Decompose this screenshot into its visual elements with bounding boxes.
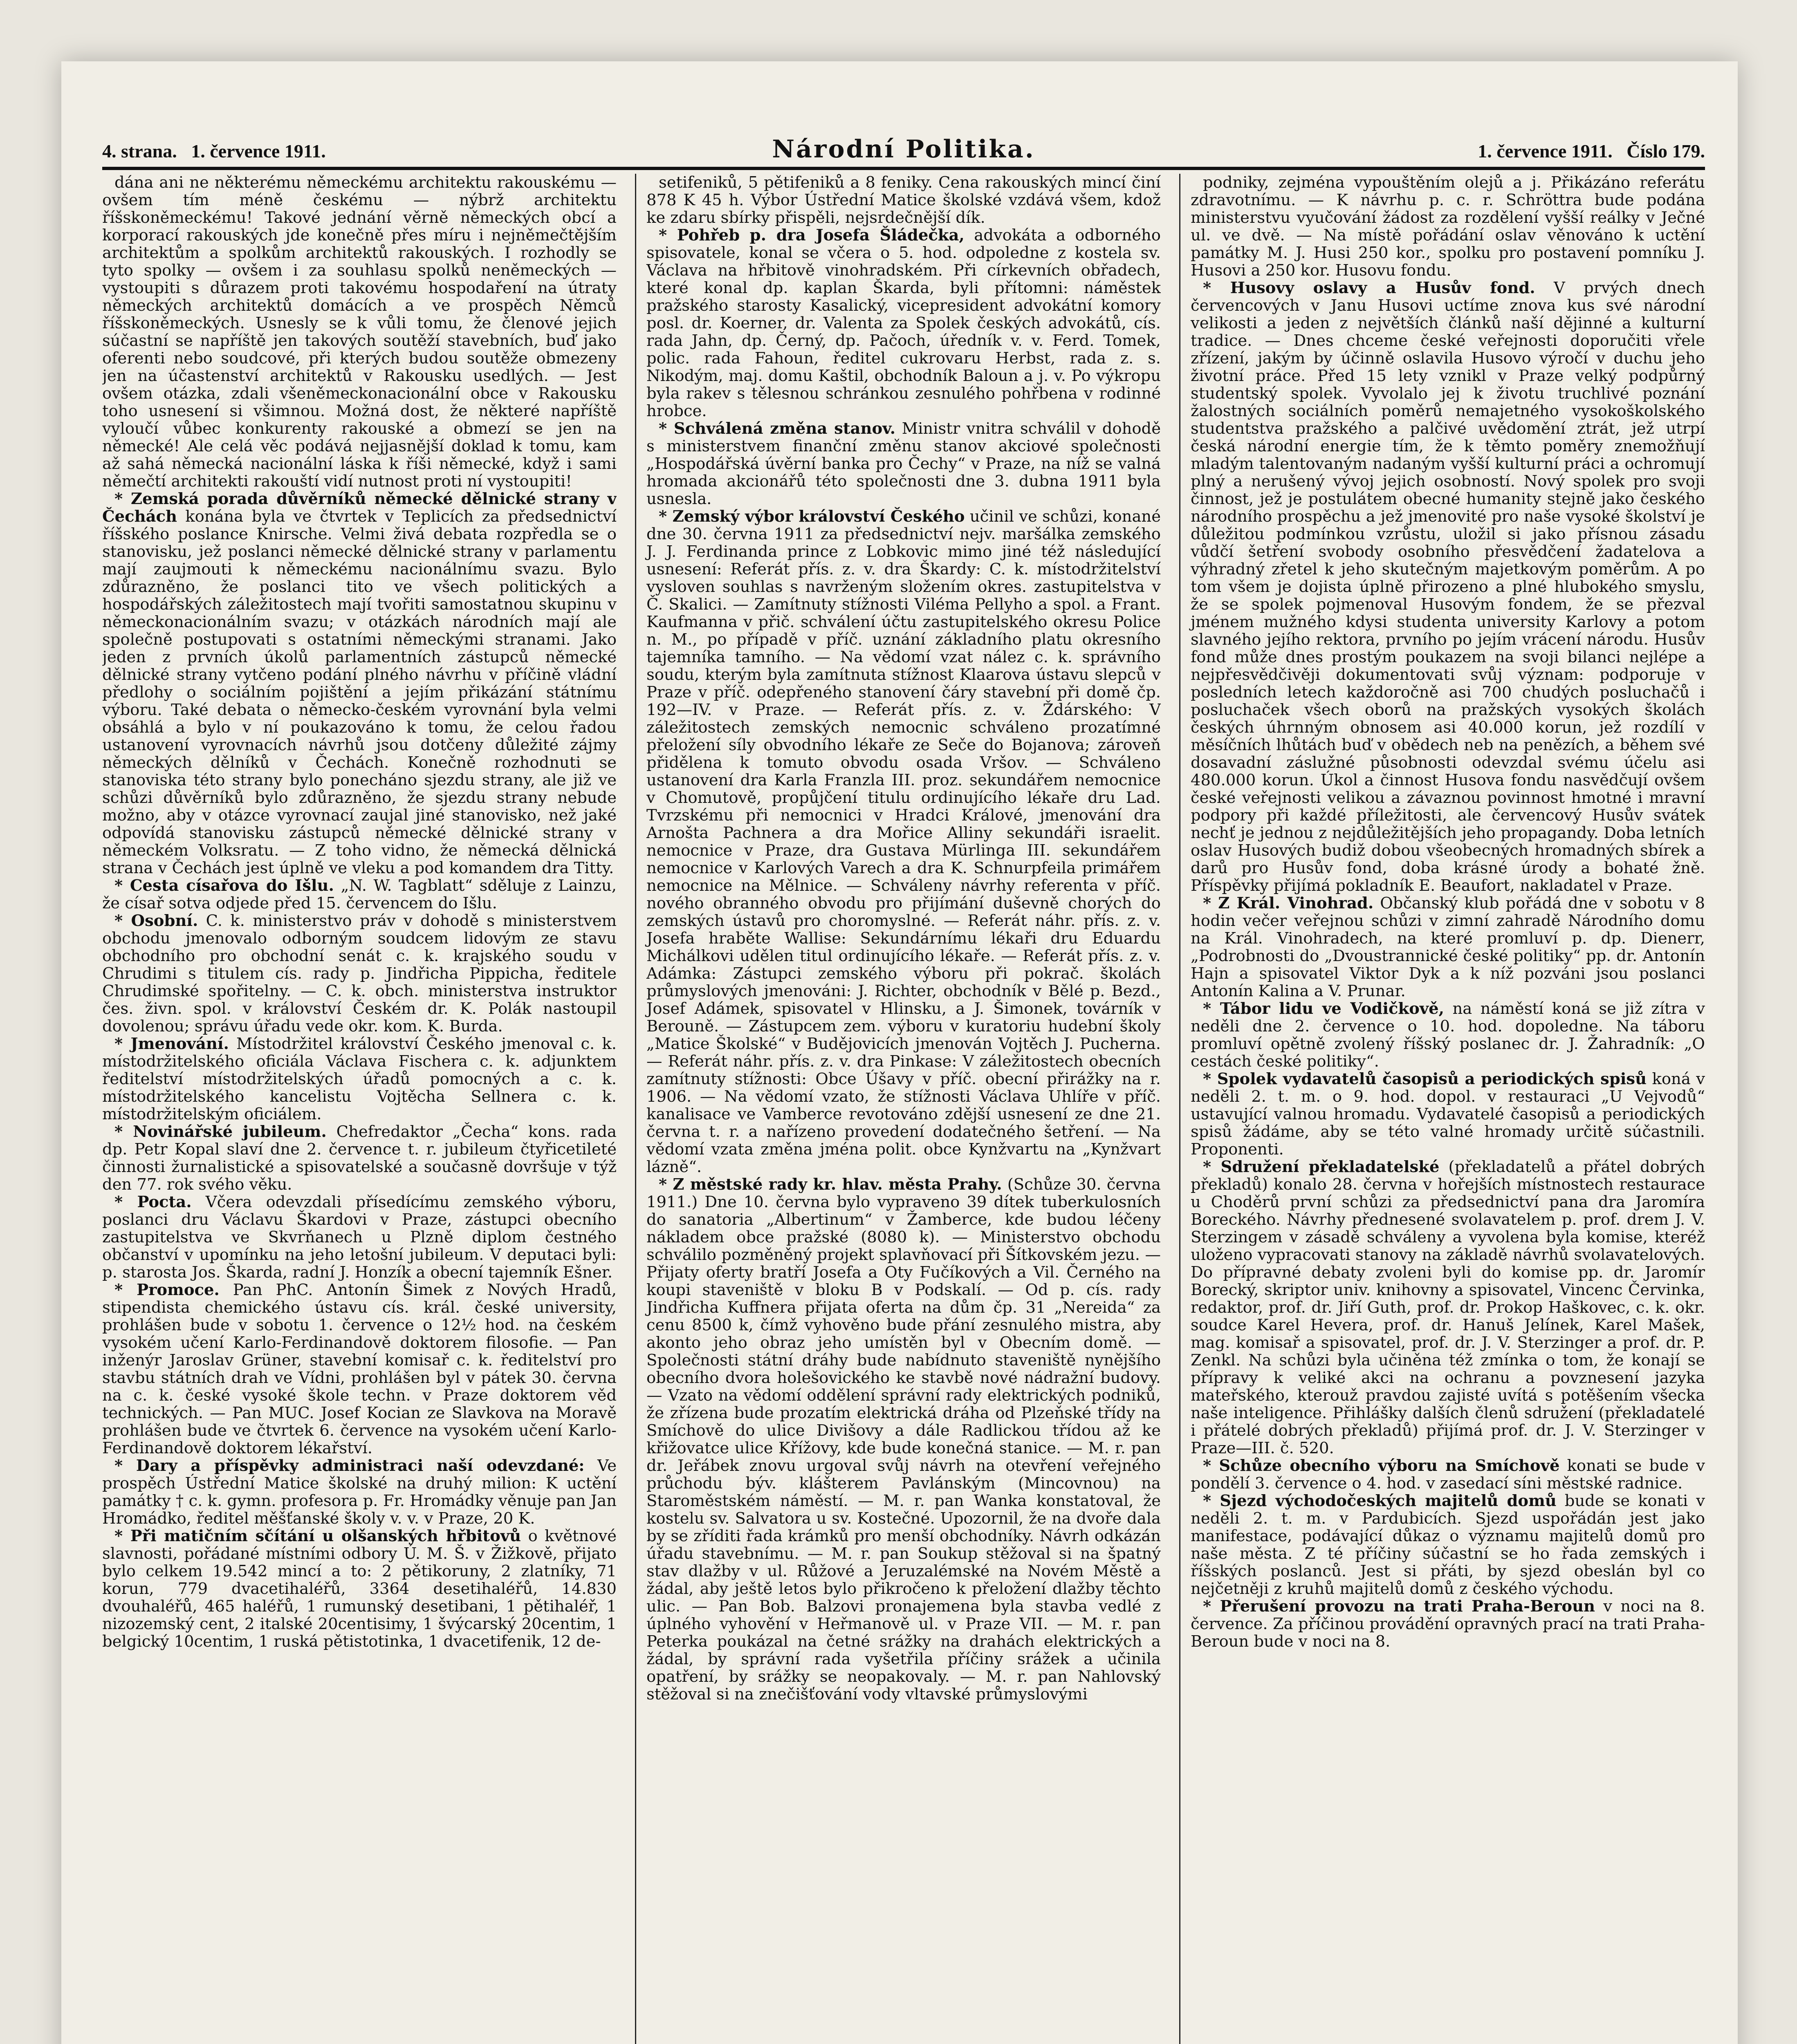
paragraph-lead: * Schválená změna stanov. — [659, 419, 896, 438]
page-number: 4. strana. — [102, 141, 177, 161]
paragraph-text: Ve prospěch Ústřední Matice školské na druhý milion: K uctění památky † c. k. gymn. profesora p. Fr. Hromádky věnuje pan Jan Hromádko, ředitel měšťanské školy v. v. v Praze, 20 K. — [102, 1457, 617, 1528]
article-paragraph — [646, 420, 1161, 508]
paragraph-text: Pan PhC. Antonín Šimek z Nových Hradů, stipendista chemického ústavu cís. král. české university, prohlášen bude v sobotu 1. července o 12½ hod. na českém vysokém učení Karlo-Ferdinandově doktorem filosofie. — Pan inženýr Jaroslav Grüner, stavební komisař c. k. ředitelství pro stavbu státních drah ve Vídni, prohlášen byl v pátek 30. června na c. k. české vysoké škole techn. v Praze doktorem věd technických. — Pan MUC. Josef Kocian ze Slavkova na Moravě prohlášen bude ve čtvrtek 6. července na vysokém učení Karlo-Ferdinandově doktorem lékařství. — [102, 1281, 617, 1457]
paragraph-text: (Schůze 30. června 1911.) Dne 10. června bylo vypraveno 39 dítek tuberkulosních do sanatoria „Albertinum“ v Žamberce, kde budou léčeny nákladem obce pražské (8080 k). — Ministerstvo obchodu schválilo pozměněný projekt splavňovací při Šítkovském jezu. — Přijaty oferty bratří Josefa a Oty Fučíkových a Vil. Černého na koupi staveniště v bloku B v Podskalí. — Od p. cís. rady Jindřicha Kuffnera přijata oferta na dům čp. 31 „Nereida“ za cenu 8500 k, čímž vyhověno bude přání zesnulého mistra, aby akonto jeho obraz jeho umístěn byl v Obecním domě. — Společnosti státní dráhy bude nabídnuto staveniště nynějšího obecního dvora holešovického ke stavbě nové nádražní budovy. — Vzato na vědomí oddělení správní rady elektrických podniků, že zřízena bude prozatím elektrická dráha od Plzeňské třídy na Smíchově do ulice Divišovy a dále Radlickou třídou až ke křižovatce ulice Křížovy, kde bude konečná stanice. — M. r. pan dr. Jeřábek znovu urgoval svůj návrh na otevření veřejného průchodu býv. klášterem Pavlánským (Mincovnou) na Staroměstském náměstí. — M. r. pan Wanka konstatoval, že kostelu sv. Salvatora u sv. Kostečné. Upozornil, že na dvoře dala by se zříditi řada krámků pro menší obchodníky. Návrh odkázán úřadu stavebnímu. — M. r. pan Soukup stěžoval si na špatný stav dlažby v ul. Růžové a Jeruzalémské na Novém Městě a žádal, aby ještě letos bylo přikročeno k přeložení dlažby těchto ulic. — Pan Bob. Balzovi pronajemena byla stavba vedlé z úplného vyhovění v Heřmanově ul. v Praze VII. — M. r. pan Peterka poukázal na četné srážky na drahách elektrických a žádal, by správní rada vyšetřila příčiny srážek a učinila opatření, by srážky se neopakovaly. — M. r. pan Nahlovský stěžoval si na znečišťování vody vltavské průmyslovými — [646, 1175, 1161, 1703]
paragraph-lead: * Zemská porada důvěrníků německé dělnické strany v Čechách — [102, 490, 617, 526]
article-paragraph — [646, 508, 1161, 1176]
issue-number: Číslo 179. — [1626, 141, 1705, 161]
article-paragraph — [102, 490, 617, 877]
column-2 — [635, 174, 1161, 2044]
paragraph-text: (překladatelů a přátel dobrých překladů) konalo 28. června v hořejších místnostech restaurace u Choděrů první schůzi za předsednictví pana dra Jaromíra Boreckého. Návrhy přednesené svolavatelem p. prof. drem J. V. Sterzingem v zásadě schváleny a vyvolena byla komise, kteréž uloženo vypracovati stanovy na základě návrhů svolavatelových. Do přípravné debaty zvoleni byli do komise pp. dr. Jaromír Borecký, skriptor univ. knihovny a spisovatel, Vincenc Červinka, redaktor, prof. dr. Jiří Guth, prof. dr. Prokop Haškovec, c. k. okr. soudce Karel Hevera, prof. dr. Hanuš Jelínek, Karel Mašek, mag. komisař a spisovatel, prof. dr. J. V. Sterzinger a prof. dr. P. Zenkl. Na schůzi byla učiněna též zmínka o tom, že konají se přípravy k veliké akci na ochranu a povznesení jazyka mateřského, kterouž pravdou zajisté uvítá s potěšením všecka naše inteligence. Přihlášky dalších členů sdružení (překladatelé i přátelé dobrých překladů) přijímá prof. dr. J. V. Sterzinger v Praze—III. č. 520. — [1191, 1158, 1705, 1457]
article-paragraph — [102, 1123, 617, 1193]
paragraph-text: C. k. ministerstvo práv v dohodě s ministerstvem obchodu jmenovalo odborným soudcem lidovým ze stavu obchodního pro obchodní senát c. k. krajského soudu v Chrudimi s titulem cís. rady p. Jindřicha Pippicha, ředitele Chrudimské spořitelny. — C. k. obch. ministerstva instruktor čes. živn. spol. v království Českém dr. K. Polák nastoupil dovolenou; správu úřadu vede okr. kom. K. Burda. — [102, 912, 617, 1035]
page-header — [102, 135, 1705, 168]
paragraph-text: podniky, zejména vypouštěním olejů a j. Přikázáno referátu zdravotnímu. — K návrhu p. c. r. Schröttra bude podána ministerstvu vyučování žádost za rozdělení vyšší reálky v Ječné ul. ve dvě. — Na místě pořádání oslav věnováno k uctění památky M. J. Husi 250 kor., spolku pro postavení pomníku J. Husovi a 250 kor. Husovu fondu. — [1191, 174, 1705, 280]
paragraph-lead: * Cesta císařova do Išlu. — [114, 876, 334, 895]
paragraph-lead: * Spolek vydavatelů časopisů a periodických spisů — [1203, 1070, 1647, 1088]
article-paragraph — [102, 1457, 617, 1527]
paragraph-text: advokáta a odborného spisovatele, konal se včera o 5. hod. odpoledne z kostela sv. Václava na hřbitově vinohradském. Při církevních obřadech, které konal dp. kaplan Škarda, byli přítomni: náměstek pražského starosty Kasalický, vicepresident advokátní komory posl. dr. Koerner, dr. Valenta za Spolek českých advokátů, cís. rada Jahn, dp. Černý, dp. Pačoch, úředník v. v. Ferd. Tomek, polic. rada Fahoun, ředitel cukrovaru Herbst, rada z. s. Nikodým, maj. domu Kaštil, obchodník Baloun a j. v. Po výkropu byla rakev s tělesnou schránkou zesnulého pohřbena v rodinné hrobce. — [646, 226, 1161, 420]
article-paragraph — [646, 226, 1161, 420]
article-columns — [102, 174, 1705, 2044]
paragraph-lead: * Schůze obecního výboru na Smíchově — [1203, 1457, 1560, 1475]
article-paragraph — [1191, 1070, 1705, 1158]
paragraph-lead: * Při matičním sčítání u olšanských hřbitovů — [114, 1527, 521, 1545]
paragraph-lead: * Pocta. — [114, 1193, 192, 1211]
paragraph-lead: * Z městské rady kr. hlav. města Prahy. — [659, 1175, 1002, 1194]
header-date-right: 1. července 1911. — [1478, 141, 1613, 161]
paragraph-lead: * Novinářské jubileum. — [114, 1123, 327, 1141]
paragraph-text: Občanský klub pořádá dne v sobotu v 8 hodin večer veřejnou schůzi v zimní zahradě Národního domu na Král. Vinohradech, na které promluví p. dp. Dienerr, „Podrobnosti do „Dvoustrannické české politiky“ pp. dr. Antonín Hajn a spisovatel Viktor Dyk a k níž pozváni jsou poslanci Antonín Kalina a V. Prunar. — [1191, 894, 1705, 1000]
paragraph-text: o květnové slavnosti, pořádané místními odbory Ú. M. Š. v Žižkově, přijato bylo celkem 19.542 mincí a to: 2 pětikoruny, 2 zlatníky, 71 korun, 779 dvacetihaléřů, 3364 desetihaléřů, 14.830 dvouhaléřů, 465 haléřů, 1 rumunský desetibani, 1 pětihaléř, 1 nizozemský cent, 2 italské 20centisimy, 1 švýcarský 20centim, 1 belgický 10centim, 1 ruská pětistotinka, 1 dvacetifenik, 12 de- — [102, 1527, 617, 1651]
paragraph-text: Ministr vnitra schválil v dohodě s ministerstvem finanční změnu stanov akciové společnosti „Hospodářská úvěrní banka pro Čechy“ v Praze, na níž se valná hromada akcionářů této společnosti dne 3. dubna 1911 byla usnesla. — [646, 419, 1161, 508]
paragraph-lead: * Zemský výbor království Českého — [659, 507, 965, 526]
paragraph-text: V prvých dnech červencových v Janu Husovi uctíme znova kus své národní velikosti a jeden z největších článků naší dějinné a kulturní tradice. — Dnes chceme české veřejnosti doporučiti vřele zřízení, jakým by účinně oslavila Husovo výročí v duchu jeho životní práce. Před 15 lety vznikl v Praze velký podpůrný studentský spolek. Vyvolalo jej k životu truchlivé poznání žalostných sociálních poměrů nemajetného vysokoškolského studentstva pražského a palčivé uvědomění ztrát, jež utrpí česká národní energie tím, že k těmto poměry znemožňují mladým talentovaným nadaným vyšší kulturní práci a ochromují plný a nerušený vývoj jejich osobností. Nový spolek pro svoji činnost, jež je postulátem obecné humanity stejně jako českého národního prospěchu a jež jmenovité pro naše vysoké školství je důležitou podmínkou vzrůstu, uložil si jako přísnou zásadu vůdčí šetření svobody osobního přesvědčení žadatelova a výhradný zřetel k jeho skutečným majetkovým poměrům. A po tom všem je dojista úplně přirozeno a plné hlubokého smyslu, že se spolek pojmenoval Husovým fondem, že se přezval jménem mužného kdysi studenta university Karlovy a potom slavného jejího rektora, prvního po jejím vrácení národu. Husův fond může dnes prostým poukazem na svoji bilanci nejlépe a nejpřesvědčivěji dokumentovati svůj význam: podporuje v posledních letech každoročně asi 700 chudých posluchačů i posluchaček všech oborů na pražských vysokých školách českých úhrnným obnosem asi 40.000 korun, jež rozdílí v měsíčních lhůtách buď v obědech neb na penězích, a během své dosavadní záslužné působnosti odevzdal svému účelu asi 480.000 korun. Úkol a činnost Husova fondu nasvědčují ovšem české veřejnosti velikou a závaznou povinnost hmotné i mravní podpory při každé příležitosti, ale červencový Husův svátek nechť je jednou z nejdůležitějších jeho propagandy. Doba letních oslav Husových budiž dobou všeobecných hromadných sbírek a darů pro Husův fond, doba krásné úrody a bohaté žně. Příspěvky přijímá pokladník E. Beaufort, nakladatel v Praze. — [1191, 279, 1705, 895]
article-paragraph — [1191, 1598, 1705, 1650]
paragraph-text: v noci na 8. července. Za příčinou provádění opravných prací na trati Praha-Beroun bude v noci na 8. — [1191, 1597, 1705, 1651]
column-1 — [102, 174, 617, 2044]
article-paragraph — [1191, 1158, 1705, 1457]
paragraph-lead: * Sjezd východočeských majitelů domů — [1203, 1492, 1557, 1510]
paragraph-text: učinil ve schůzi, konané dne 30. června 1911 za předsednictví nejv. maršálka zemského J. J. Ferdinanda prince z Lobkovic mimo jiné též následující usnesení: Referát přís. z. v. dra Škardy: C. k. místodržitelství vysloven souhlas s navrženým složením okres. zastupitelstva v Č. Skalici. — Zamítnuty stížnosti Viléma Pellyho a spol. a Frant. Kaufmanna v přič. schválení účtu zastupitelského okresu Police n. M., po případě v příč. uznání základního platu okresního tajemníka tamního. — Na vědomí vzat nález c. k. správního soudu, kterým byla zamítnuta stížnost Klaarova ústavu slepců v Praze v příč. odepřeného stanovení čáry stavební při domě čp. 192—IV. v Praze. — Referát přís. z. v. Ždárského: V záležitostech zemských nemocnic schváleno prozatímné přeložení síly obvodního lékaře ze Seče do Bojanova; zároveň přidělena k tomuto obvodu osada Vršov. — Schváleno ustanovení dra Karla Franzla III. proz. sekundářem nemocnice v Chomutově, propůjčení titulu ordinujícího lékaře dru Lad. Tvrzskému při nemocnici v Hradci Králové, jmenování dra Arnošta Pachnera a dra Mořice Alliny sekundáři israelit. nemocnice v Praze, dra Gustava Mürlinga III. sekundářem nemocnice v Karlových Varech a dra K. Schnurpfeila primářem nemocnice na Mělnice. — Schváleny návrhy referenta v příč. nového obranného obvodu pro přijímání duševně chorých do zemských ústavů pro choromyslné. — Referát náhr. přís. z. v. Josefa hraběte Wallise: Sekundárnímu lékaři dru Eduardu Michálkovi udělen titul ordinujícího lékaře. — Referát přís. z. v. Adámka: Zástupci zemského výboru při pokrač. školách průmyslových jmenováni: J. Richter, obchodník v Bělé p. Bezd., Josef Adámek, spisovatel v Hlinsku, a J. Šimonek, továrník v Berouně. — Zástupcem zem. výboru v kuratoriu hudební školy „Matice Školské“ v Budějovicích jmenován Vojtěch J. Pucherna. — Referát náhr. přís. z. v. dra Pinkase: V záležitostech obecních zamítnuty stížnosti: Obce Úšavy v příč. obecní přirážky na r. 1906. — Na vědomí vzato, že stížnosti Václava Uhlíře v příč. kanalisace ve Vamberce revotováno zdější usnesení ze dne 21. června t. r. a nařízeno provedení dodatečného šetření. — Na vědomí vzata změna jména polit. obce Kynžvartu na „Kynžvart lázně“. — [646, 507, 1161, 1176]
article-paragraph — [102, 877, 617, 912]
paragraph-lead: * Osobní. — [114, 912, 198, 930]
article-paragraph — [1191, 1492, 1705, 1598]
paragraph-text: bude se konati v neděli 2. t. m. v Pardubicích. Sjezd uspořádán jest jako manifestace, podávající důkaz o významu majitelů domů pro naše města. Z té příčiny súčastní se ho řada zemských i říšských poslanců. Jest si přáti, by sjezd obeslán byl co nejčetněji z kruhů majitelů domů z českého východu. — [1191, 1492, 1705, 1598]
paragraph-lead: * Sdružení překladatelské — [1203, 1158, 1440, 1176]
paragraph-lead: * Z Král. Vinohrad. — [1203, 894, 1374, 912]
paragraph-text: dána ani ne některému německému architektu rakouskému — ovšem tím méně českému — nýbrž architektu říšskoněmeckému! Takové jednání věrně německých obcí a korporací rakouských jde konečně přes míru i nejněmečtějším architektům a spolkům architektů rakouských. I rozhodly se tyto spolky — ovšem i za souhlasu spolků neněmeckých — vystoupiti s důrazem proti takovému hospodaření na útraty německých architektů domácích a ve prospěch Němců říšskoněmeckých. Usnesly se k vůli tomu, že členové jejich súčastní se napříště jen takových soutěží stavebních, buď jako oferenti nebo soudcové, při kterých budou soutěže obmezeny jen na účastenství architektů v Rakousku usedlých. — Jest ovšem otázka, zdali všeněmeckonacionální obce v Rakousku toho usnesení si všimnou. Možná dost, že některé napříště vyloučí vůbec konkurenty rakouské a obmezí se jen na německé! Ale celá věc podává nejjasnější doklad k tomu, kam až sahá německá nacionální láska k říši německé, když i sami němečtí architekti rakouští vidí nutnost proti ní vystoupiti! — [102, 174, 617, 491]
article-paragraph — [1191, 1000, 1705, 1070]
article-paragraph — [102, 1527, 617, 1650]
paragraph-text: Místodržitel království Českého jmenoval c. k. místodržitelského oficiála Václava Fischera c. k. adjunktem ředitelství místodržitelských úřadů pomocných a c. k. místodržitelského kancelistu Vojtěcha Sellnera c. k. místodržitelským oficiálem. — [102, 1035, 617, 1123]
paragraph-lead: * Přerušení provozu na trati Praha-Beroun — [1203, 1597, 1595, 1616]
paragraph-lead: * Pohřeb p. dra Josefa Šládečka, — [659, 226, 965, 244]
paragraph-text: konati se bude v pondělí 3. července o 4. hod. v zasedací síni městské radnice. — [1191, 1457, 1705, 1493]
article-paragraph — [102, 912, 617, 1035]
column-3 — [1179, 174, 1705, 2044]
article-paragraph — [102, 174, 617, 490]
paragraph-text: setifeniků, 5 pětifeniků a 8 feniky. Cena rakouských mincí činí 878 K 45 h. Výbor Ústřední Matice školské vzdává všem, kdož ke zdaru sbírky přispěli, nejsrdečnější dík. — [646, 174, 1161, 227]
article-paragraph — [102, 1193, 617, 1281]
article-paragraph — [646, 1176, 1161, 1703]
article-paragraph — [1191, 1457, 1705, 1492]
header-right — [1214, 140, 1705, 162]
header-rule — [102, 167, 1705, 170]
article-paragraph — [646, 174, 1161, 226]
paragraph-lead: * Tábor lidu ve Vodičkově, — [1203, 1000, 1445, 1018]
paragraph-text: „N. W. Tagblatt“ sděluje z Lainzu, že císař sotva odjede před 15. červencem do Išlu. — [102, 876, 617, 912]
paragraph-text: koná v neděli 2. t. m. o 9. hod. dopol. v restauraci „U Vejvodů“ ustavující valnou hromadu. Vydavatelé časopisů a periodických spisů žádáme, aby se této valné hromady určitě súčastnili. Proponenti. — [1191, 1070, 1705, 1159]
paragraph-lead: * Promoce. — [114, 1281, 220, 1299]
article-paragraph — [1191, 894, 1705, 1000]
article-paragraph — [1191, 174, 1705, 279]
newspaper-title: Národní Politika. — [772, 135, 1035, 164]
paragraph-lead: * Husovy oslavy a Husův fond. — [1203, 279, 1535, 297]
header-left — [102, 140, 593, 162]
paragraph-text: konána byla ve čtvrtek v Teplicích za předsednictví říšského poslance Knirsche. Velmi živá debata rozpředla se o stanovisku, jež poslanci německé dělnické strany v parlamentu mají zaujmouti k německému nacionálnímu svazu. Bylo zdůrazněno, že poslanci tito ve všech politických a hospodářských záležitostech mají tvořiti samostatnou skupinu v německonacionálním svazu; v otázkách národních mají ale společně postupovati s ostatními německými stranami. Jako jeden z prvních úkolů parlamentních zástupců německé dělnické strany vytčeno podání plného návrhu v příčině vládní předlohy o sociálním pojištění a jejím přikázání státnímu výboru. Také debata o německo-českém vyrovnání byla velmi obsáhlá a bylo v ní poukazováno k tomu, že celou řadou ustanovení vyrovnacích návrhů jsou dotčeny důležité zájmy německých dělníků v Čechách. Konečně rozhodnuti se stanoviska této strany bylo ponecháno sjezdu strany, ale již ve schůzi důvěrníků bylo zdůrazněno, že sjezdu strany nebude možno, aby v otázce vyrovnací zaujal jiné stanovisko, než jaké odpovídá stanovisku zástupců německé dělnické strany v německém Volksratu. — Z toho vidno, že německá dělnická strana v Čechách jest úplně ve vleku a pod komandem dra Titty. — [102, 507, 617, 877]
paragraph-text: na náměstí koná se již zítra v neděli dne 2. července o 10. hod. dopoledne. Na táboru promluví opětně zvolený říšský poslanec dr. J. Žahradník: „O cestách české politiky“. — [1191, 1000, 1705, 1071]
paragraph-lead: * Jmenování. — [114, 1035, 229, 1053]
article-paragraph — [102, 1281, 617, 1457]
paragraph-text: Chefredaktor „Čecha“ kons. rada dp. Petr Kopal slaví dne 2. července t. r. jubileum čtyřicetileté činnosti žurnalistické a spisovatelské a současně dovršuje v týž den 77. rok svého věku. — [102, 1123, 617, 1194]
header-date-left: 1. července 1911. — [191, 141, 326, 161]
paragraph-text: Včera odevzdali přísedícímu zemského výboru, poslanci dru Václavu Škardovi v Praze, zástupci obecního zastupitelstva ve Skvrňanech u Plzně diplom čestného občanství v upomínku na jeho letošní jubileum. V deputaci byli: p. starosta Jos. Škarda, radní J. Honzík a obecní tajemník Ešner. — [102, 1193, 617, 1282]
article-paragraph — [102, 1035, 617, 1123]
paragraph-lead: * Dary a příspěvky administraci naší odevzdané: — [114, 1457, 585, 1475]
article-paragraph — [1191, 279, 1705, 894]
